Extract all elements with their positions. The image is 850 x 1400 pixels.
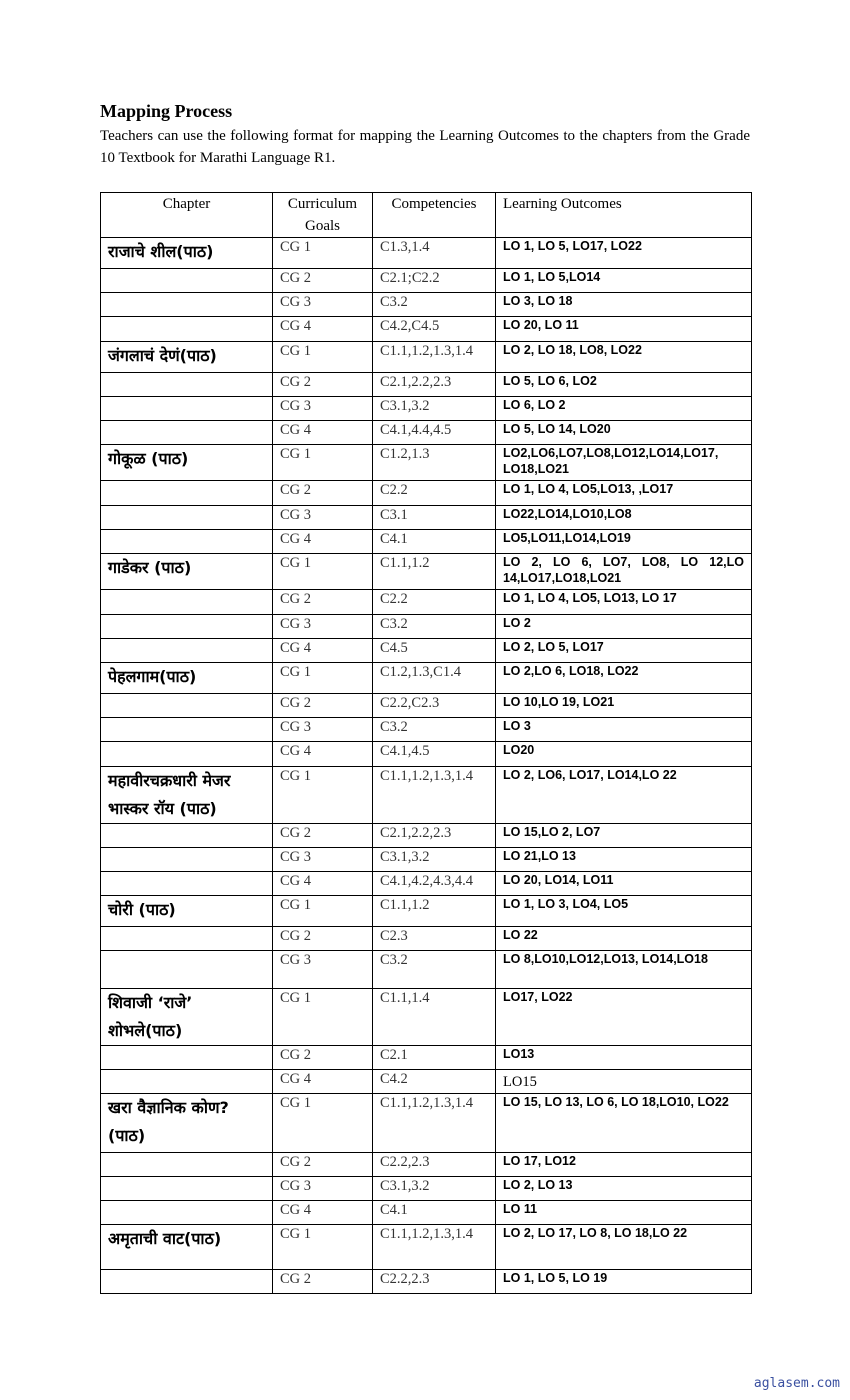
curriculum-goal-cell: CG 1 (273, 342, 373, 373)
table-row (101, 238, 752, 269)
competency-cell: C3.2 (373, 718, 496, 742)
chapter-cell (101, 293, 273, 317)
table-row (101, 554, 752, 590)
competency-cell: C3.2 (373, 293, 496, 317)
learning-outcome-cell: LO 5, LO 6, LO2 (496, 373, 752, 397)
curriculum-goal-cell: CG 4 (273, 317, 373, 342)
competency-cell: C4.1 (373, 1201, 496, 1225)
learning-outcome-cell: LO 20, LO14, LO11 (496, 872, 752, 896)
mapping-table (100, 192, 752, 1294)
chapter-cell: गाडेकर (पाठ) (101, 554, 273, 590)
header-learning-outcomes: Learning Outcomes (496, 193, 752, 238)
learning-outcome-cell: LO 10,LO 19, LO21 (496, 694, 752, 718)
learning-outcome-cell: LO 2, LO 18, LO8, LO22 (496, 342, 752, 373)
curriculum-goal-cell: CG 4 (273, 639, 373, 663)
table-row (101, 1177, 752, 1201)
chapter-cell (101, 824, 273, 848)
competency-cell: C1.1,1.2,1.3,1.4 (373, 1094, 496, 1153)
table-row (101, 530, 752, 554)
competency-cell: C1.1,1.2 (373, 554, 496, 590)
learning-outcome-cell: LO 22 (496, 927, 752, 951)
competency-cell: C1.2,1.3 (373, 445, 496, 481)
curriculum-goal-cell: CG 2 (273, 694, 373, 718)
learning-outcome-cell: LO 1, LO 4, LO5,LO13, ,LO17 (496, 481, 752, 506)
competency-cell: C2.2,2.3 (373, 1270, 496, 1294)
learning-outcome-cell: LO 2, LO6, LO17, LO14,LO 22 (496, 767, 752, 824)
intro-paragraph: Teachers can use the following format for mapping the Learning Outcomes to the chapters from the Grade 10 Textbook for Marathi Language R1. (100, 128, 750, 166)
table-row (101, 824, 752, 848)
curriculum-goal-cell: CG 4 (273, 1201, 373, 1225)
learning-outcome-cell: LO 2, LO 13 (496, 1177, 752, 1201)
learning-outcome-cell: LO 21,LO 13 (496, 848, 752, 872)
competency-cell: C3.1,3.2 (373, 1177, 496, 1201)
curriculum-goal-cell: CG 1 (273, 1094, 373, 1153)
table-row (101, 872, 752, 896)
learning-outcome-cell: LO22,LO14,LO10,LO8 (496, 506, 752, 530)
chapter-cell (101, 1201, 273, 1225)
learning-outcome-cell: LO 1, LO 5, LO17, LO22 (496, 238, 752, 269)
learning-outcome-cell: LO 2, LO 6, LO7, LO8, LO 12,LO 14,LO17,LO18,LO21 (496, 554, 752, 590)
chapter-cell (101, 373, 273, 397)
table-row (101, 663, 752, 694)
chapter-cell (101, 615, 273, 639)
table-row (101, 590, 752, 615)
table-row (101, 694, 752, 718)
learning-outcome-cell: LO13 (496, 1046, 752, 1070)
chapter-cell (101, 1270, 273, 1294)
chapter-cell (101, 951, 273, 989)
learning-outcome-cell: LO 2, LO 17, LO 8, LO 18,LO 22 (496, 1225, 752, 1270)
learning-outcome-cell: LO15 (496, 1070, 752, 1094)
curriculum-goal-cell: CG 2 (273, 269, 373, 293)
competency-cell: C1.1,1.2,1.3,1.4 (373, 1225, 496, 1270)
competency-cell: C4.2,C4.5 (373, 317, 496, 342)
learning-outcome-cell: LO 3, LO 18 (496, 293, 752, 317)
competency-cell: C2.3 (373, 927, 496, 951)
competency-cell: C3.1,3.2 (373, 848, 496, 872)
learning-outcome-cell: LO5,LO11,LO14,LO19 (496, 530, 752, 554)
curriculum-goal-cell: CG 2 (273, 1046, 373, 1070)
table-row (101, 896, 752, 927)
curriculum-goal-cell: CG 3 (273, 615, 373, 639)
competency-cell: C1.3,1.4 (373, 238, 496, 269)
learning-outcome-cell: LO 2,LO 6, LO18, LO22 (496, 663, 752, 694)
curriculum-goal-cell: CG 2 (273, 1270, 373, 1294)
chapter-cell (101, 742, 273, 767)
learning-outcome-cell: LO 8,LO10,LO12,LO13, LO14,LO18 (496, 951, 752, 989)
curriculum-goal-cell: CG 3 (273, 506, 373, 530)
curriculum-goal-cell: CG 1 (273, 663, 373, 694)
curriculum-goal-cell: CG 2 (273, 481, 373, 506)
table-row (101, 342, 752, 373)
curriculum-goal-cell: CG 2 (273, 927, 373, 951)
chapter-cell (101, 317, 273, 342)
table-row (101, 506, 752, 530)
chapter-cell (101, 506, 273, 530)
competency-cell: C2.2 (373, 590, 496, 615)
chapter-cell (101, 639, 273, 663)
chapter-cell (101, 1153, 273, 1177)
header-chapter: Chapter (101, 193, 273, 238)
learning-outcome-cell: LO 15,LO 2, LO7 (496, 824, 752, 848)
table-row (101, 1094, 752, 1153)
competency-cell: C1.1,1.2,1.3,1.4 (373, 342, 496, 373)
table-row (101, 445, 752, 481)
competency-cell: C2.2,C2.3 (373, 694, 496, 718)
header-curriculum-goals: Curriculum Goals (273, 193, 373, 238)
table-row (101, 848, 752, 872)
chapter-cell (101, 397, 273, 421)
curriculum-goal-cell: CG 4 (273, 872, 373, 896)
competency-cell: C2.2 (373, 481, 496, 506)
table-row (101, 481, 752, 506)
curriculum-goal-cell: CG 1 (273, 989, 373, 1046)
chapter-cell (101, 421, 273, 445)
chapter-cell: शिवाजी ‘राजे’ शोभले(पाठ) (101, 989, 273, 1046)
competency-cell: C4.2 (373, 1070, 496, 1094)
chapter-cell (101, 1177, 273, 1201)
competency-cell: C2.1,2.2,2.3 (373, 373, 496, 397)
competency-cell: C3.1 (373, 506, 496, 530)
curriculum-goal-cell: CG 3 (273, 397, 373, 421)
table-row (101, 989, 752, 1046)
curriculum-goal-cell: CG 4 (273, 530, 373, 554)
learning-outcome-cell: LO 2 (496, 615, 752, 639)
table-row (101, 269, 752, 293)
competency-cell: C1.2,1.3,C1.4 (373, 663, 496, 694)
curriculum-goal-cell: CG 1 (273, 767, 373, 824)
table-row (101, 397, 752, 421)
competency-cell: C2.2,2.3 (373, 1153, 496, 1177)
learning-outcome-cell: LO 5, LO 14, LO20 (496, 421, 752, 445)
table-row (101, 1201, 752, 1225)
chapter-cell: गोकूळ (पाठ) (101, 445, 273, 481)
table-row (101, 767, 752, 824)
curriculum-goal-cell: CG 2 (273, 373, 373, 397)
competency-cell: C1.1,1.4 (373, 989, 496, 1046)
table-row (101, 742, 752, 767)
curriculum-goal-cell: CG 1 (273, 1225, 373, 1270)
competency-cell: C4.5 (373, 639, 496, 663)
chapter-cell: खरा वैज्ञानिक कोण? (पाठ) (101, 1094, 273, 1153)
header-competencies: Competencies (373, 193, 496, 238)
chapter-cell (101, 1046, 273, 1070)
curriculum-goal-cell: CG 4 (273, 421, 373, 445)
chapter-cell (101, 718, 273, 742)
chapter-cell: राजाचे शील(पाठ) (101, 238, 273, 269)
chapter-cell (101, 694, 273, 718)
learning-outcome-cell: LO 1, LO 4, LO5, LO13, LO 17 (496, 590, 752, 615)
chapter-cell (101, 1070, 273, 1094)
learning-outcome-cell: LO 3 (496, 718, 752, 742)
competency-cell: C3.2 (373, 951, 496, 989)
competency-cell: C4.1,4.5 (373, 742, 496, 767)
table-body (101, 238, 752, 1294)
chapter-cell: जंगलाचं देणं(पाठ) (101, 342, 273, 373)
competency-cell: C3.1,3.2 (373, 397, 496, 421)
table-row (101, 927, 752, 951)
table-row (101, 293, 752, 317)
chapter-cell (101, 927, 273, 951)
curriculum-goal-cell: CG 3 (273, 293, 373, 317)
table-row (101, 951, 752, 989)
table-row (101, 421, 752, 445)
competency-cell: C3.2 (373, 615, 496, 639)
curriculum-goal-cell: CG 3 (273, 718, 373, 742)
competency-cell: C1.1,1.2 (373, 896, 496, 927)
curriculum-goal-cell: CG 1 (273, 445, 373, 481)
chapter-cell (101, 872, 273, 896)
chapter-cell (101, 530, 273, 554)
chapter-cell (101, 848, 273, 872)
curriculum-goal-cell: CG 2 (273, 824, 373, 848)
learning-outcome-cell: LO 20, LO 11 (496, 317, 752, 342)
competency-cell: C2.1 (373, 1046, 496, 1070)
curriculum-goal-cell: CG 2 (273, 1153, 373, 1177)
table-row (101, 718, 752, 742)
learning-outcome-cell: LO 15, LO 13, LO 6, LO 18,LO10, LO22 (496, 1094, 752, 1153)
chapter-cell (101, 269, 273, 293)
learning-outcome-cell: LO 1, LO 3, LO4, LO5 (496, 896, 752, 927)
learning-outcome-cell: LO17, LO22 (496, 989, 752, 1046)
table-row (101, 639, 752, 663)
table-row (101, 317, 752, 342)
table-row (101, 615, 752, 639)
chapter-cell: चोरी (पाठ) (101, 896, 273, 927)
table-row (101, 1046, 752, 1070)
curriculum-goal-cell: CG 1 (273, 238, 373, 269)
table-row (101, 1153, 752, 1177)
competency-cell: C4.1,4.2,4.3,4.4 (373, 872, 496, 896)
chapter-cell: अमृताची वाट(पाठ) (101, 1225, 273, 1270)
page-heading: Mapping Process (100, 101, 233, 121)
table-row (101, 1270, 752, 1294)
curriculum-goal-cell: CG 3 (273, 848, 373, 872)
competency-cell: C1.1,1.2,1.3,1.4 (373, 767, 496, 824)
learning-outcome-cell: LO 6, LO 2 (496, 397, 752, 421)
learning-outcome-cell: LO 1, LO 5, LO 19 (496, 1270, 752, 1294)
learning-outcome-cell: LO20 (496, 742, 752, 767)
curriculum-goal-cell: CG 2 (273, 590, 373, 615)
competency-cell: C4.1 (373, 530, 496, 554)
competency-cell: C2.1,2.2,2.3 (373, 824, 496, 848)
curriculum-goal-cell: CG 3 (273, 951, 373, 989)
table-row (101, 1225, 752, 1270)
curriculum-goal-cell: CG 4 (273, 742, 373, 767)
footer-watermark[interactable]: aglasem.com (753, 1376, 840, 1391)
chapter-cell: महावीरचक्रधारी मेजर भास्कर रॉय (पाठ) (101, 767, 273, 824)
learning-outcome-cell: LO 17, LO12 (496, 1153, 752, 1177)
curriculum-goal-cell: CG 3 (273, 1177, 373, 1201)
chapter-cell (101, 481, 273, 506)
competency-cell: C2.1;C2.2 (373, 269, 496, 293)
chapter-cell: पेहलगाम(पाठ) (101, 663, 273, 694)
chapter-cell (101, 590, 273, 615)
learning-outcome-cell: LO 11 (496, 1201, 752, 1225)
curriculum-goal-cell: CG 4 (273, 1070, 373, 1094)
curriculum-goal-cell: CG 1 (273, 554, 373, 590)
learning-outcome-cell: LO2,LO6,LO7,LO8,LO12,LO14,LO17, LO18,LO21 (496, 445, 752, 481)
table-row (101, 373, 752, 397)
table-row (101, 1070, 752, 1094)
table-header-row (101, 193, 752, 238)
curriculum-goal-cell: CG 1 (273, 896, 373, 927)
learning-outcome-cell: LO 2, LO 5, LO17 (496, 639, 752, 663)
learning-outcome-cell: LO 1, LO 5,LO14 (496, 269, 752, 293)
competency-cell: C4.1,4.4,4.5 (373, 421, 496, 445)
